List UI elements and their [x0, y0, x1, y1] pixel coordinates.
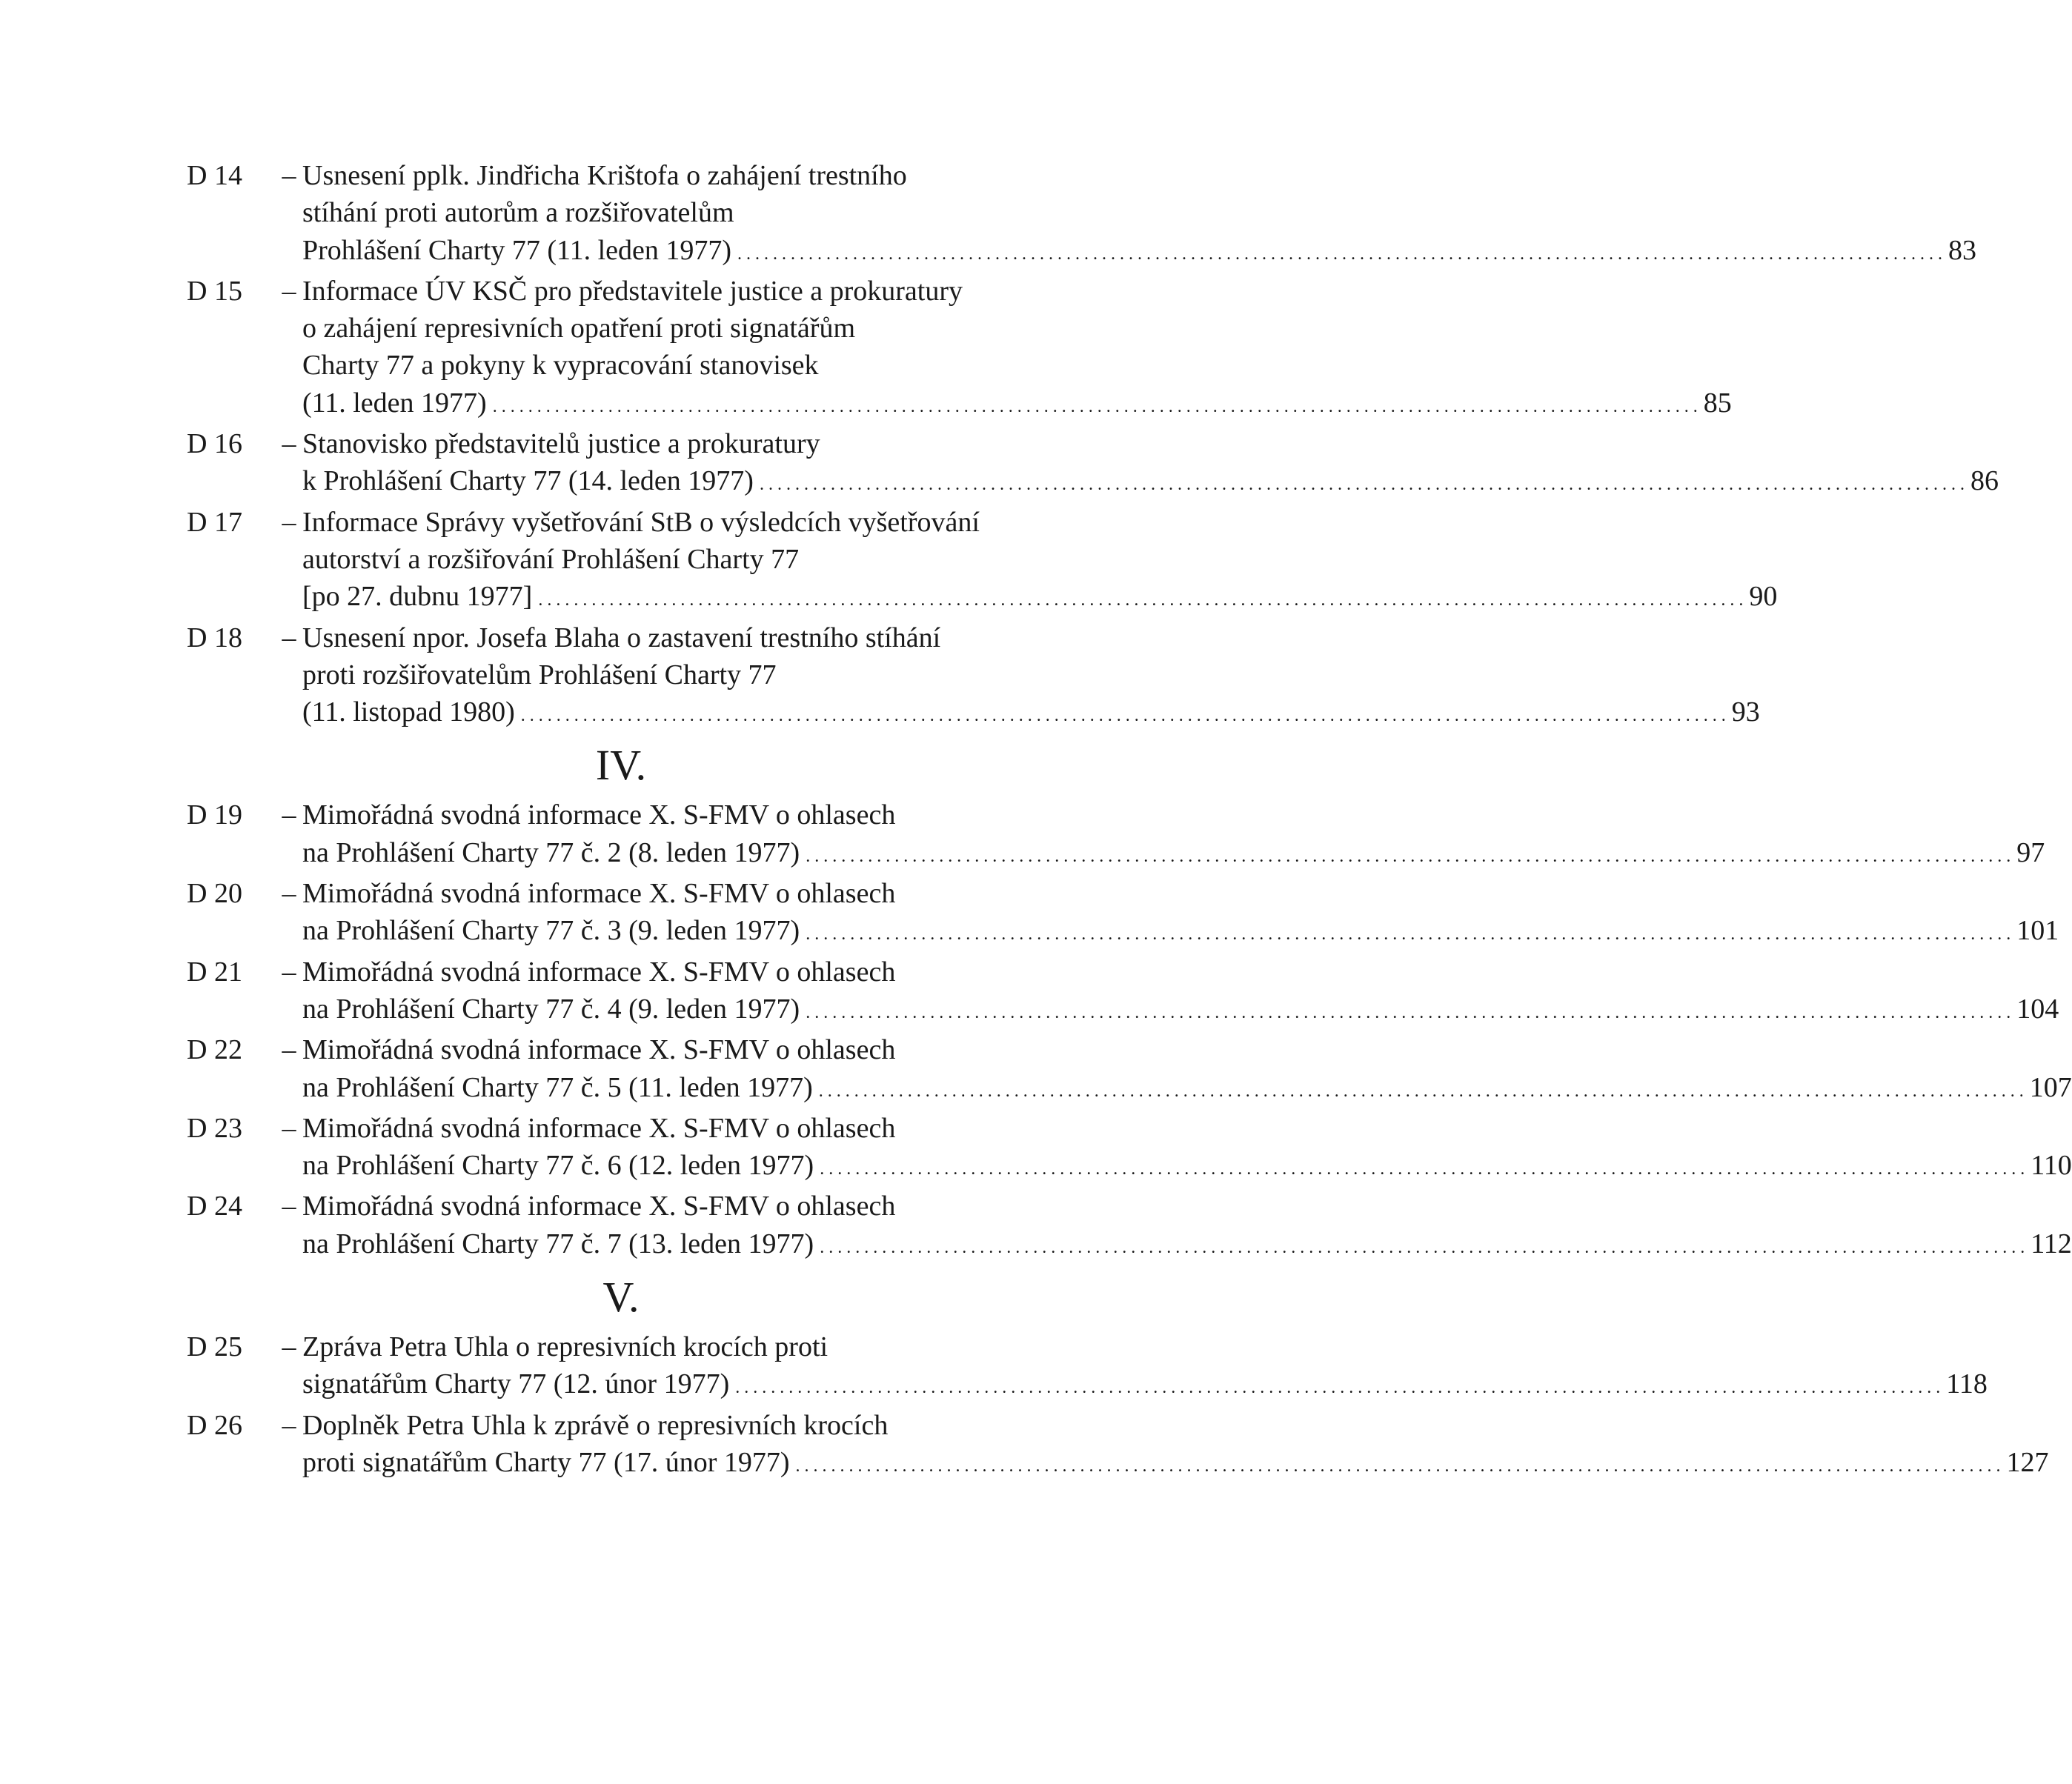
entry-title-line-text: k Prohlášení Charty 77 (14. leden 1977) [302, 465, 754, 497]
entry-title-line [302, 232, 1976, 273]
entry-title [302, 1110, 2072, 1188]
entry-title-line: Mimořádná svodná informace X. S-FMV o ohlasech [302, 1191, 896, 1222]
entry-title-line: Mimořádná svodná informace X. S-FMV o ohlasech [302, 878, 896, 910]
toc-entry [187, 875, 2059, 953]
entry-title-line [302, 462, 1999, 503]
entry-dash: – [282, 1191, 296, 1222]
entry-title-line: Mimořádná svodná informace X. S-FMV o ohlasech [302, 956, 896, 988]
entry-code: D 24 [187, 1191, 242, 1222]
entry-title [302, 157, 1976, 273]
entry-dash: – [282, 1409, 296, 1441]
dot-leader [820, 1147, 2025, 1188]
entry-dash: – [282, 275, 296, 307]
page-number: 97 [2016, 836, 2045, 868]
entry-code: D 14 [187, 160, 242, 191]
entry-title-line-text: na Prohlášení Charty 77 č. 7 (13. leden 1977) [302, 1228, 814, 1259]
page-number: 118 [1946, 1368, 1988, 1400]
entry-dash: – [282, 160, 296, 191]
entry-title-line: Zpráva Petra Uhla o represivních krocích proti [302, 1331, 829, 1363]
entry-code: D 21 [187, 956, 242, 988]
entry-title [302, 619, 1760, 735]
entry-title-line: Mimořádná svodná informace X. S-FMV o ohlasech [302, 1034, 896, 1066]
entry-title-line-text: na Prohlášení Charty 77 č. 4 (9. leden 1977) [302, 993, 800, 1025]
entry-title-line-text: (11. listopad 1980) [302, 696, 515, 728]
entry-title-line-text: [po 27. dubnu 1977] [302, 581, 533, 613]
toc-entry [187, 157, 1977, 273]
dot-leader [806, 912, 2010, 953]
toc-entry [187, 504, 1778, 619]
entry-dash: – [282, 1034, 296, 1066]
entry-dash: – [282, 799, 296, 831]
entry-title-line [302, 991, 2059, 1031]
entry-title [302, 1188, 2072, 1266]
entry-title [302, 953, 2059, 1032]
toc-entry [187, 1328, 1988, 1407]
entry-code: D 20 [187, 878, 242, 910]
toc-entry [187, 796, 2045, 875]
toc-entry [187, 1110, 2072, 1188]
entry-dash: – [282, 878, 296, 910]
entry-title-line: Informace Správy vyšetřování StB o výsledcích vyšetřování [302, 506, 980, 538]
page-number: 83 [1948, 234, 1977, 266]
entry-title-line: proti rozšiřovatelům Prohlášení Charty 77 [302, 659, 777, 690]
dot-leader [735, 1365, 1940, 1406]
page-number: 112 [2031, 1228, 2072, 1259]
entry-title-line-text: na Prohlášení Charty 77 č. 2 (8. leden 1977) [302, 836, 800, 868]
entry-code: D 19 [187, 799, 242, 831]
entry-code: D 15 [187, 275, 242, 307]
entry-dash: – [282, 956, 296, 988]
toc-entry [187, 1407, 2049, 1485]
page-number: 110 [2031, 1150, 2072, 1182]
dot-leader [820, 1225, 2025, 1266]
entry-title [302, 796, 2045, 875]
page-number: 93 [1731, 696, 1760, 728]
section-heading: V. [602, 1273, 640, 1322]
entry-title-line: Informace ÚV KSČ pro představitele justice a prokuratury [302, 275, 963, 307]
entry-dash: – [282, 506, 296, 538]
entry-code: D 22 [187, 1034, 242, 1066]
entry-title-line [302, 578, 1777, 619]
entry-title [302, 1031, 2072, 1110]
entry-title-line-text: Prohlášení Charty 77 (11. leden 1977) [302, 234, 732, 266]
page-number: 90 [1749, 581, 1778, 613]
entry-title-line-text: (11. leden 1977) [302, 387, 487, 419]
entry-title-line [302, 1147, 2072, 1188]
dot-leader [806, 991, 2010, 1031]
entry-title-line [302, 1365, 1988, 1406]
dot-leader [737, 232, 1942, 273]
toc-entry [187, 1188, 2072, 1266]
entry-title-line: Stanovisko představitelů justice a prokuratury [302, 428, 820, 460]
toc-entry [187, 1031, 2072, 1110]
entry-dash: – [282, 428, 296, 460]
entry-title-line [302, 912, 2059, 953]
entry-code: D 23 [187, 1112, 242, 1144]
entry-title [302, 273, 1732, 425]
entry-title-line [302, 693, 1760, 734]
page-number: 104 [2016, 993, 2059, 1025]
entry-title-line: stíhání proti autorům a rozšiřovatelům [302, 197, 734, 229]
entry-title-line: autorství a rozšiřování Prohlášení Charty 77 [302, 543, 800, 575]
entry-title-line-text: na Prohlášení Charty 77 č. 5 (11. leden 1977) [302, 1071, 813, 1103]
entry-title-line-text: proti signatářům Charty 77 (17. únor 1977) [302, 1446, 790, 1478]
dot-leader [493, 385, 1698, 425]
entry-title-line [302, 1225, 2072, 1266]
entry-code: D 17 [187, 506, 242, 538]
entry-dash: – [282, 1112, 296, 1144]
section-heading: IV. [595, 741, 647, 790]
dot-leader [538, 578, 1743, 619]
entry-code: D 26 [187, 1409, 242, 1441]
dot-leader [796, 1444, 2001, 1485]
entry-code: D 25 [187, 1331, 242, 1363]
entry-title [302, 1407, 2049, 1485]
entry-title-line [302, 385, 1732, 425]
entry-title-line: Usnesení npor. Josefa Blaha o zastavení trestního stíhání [302, 622, 941, 653]
toc-entry [187, 619, 1760, 735]
entry-title [302, 425, 1999, 504]
entry-title-line [302, 1444, 2049, 1485]
page-number: 86 [1970, 465, 1999, 497]
page-number: 127 [2006, 1446, 2049, 1478]
entry-title-line: Mimořádná svodná informace X. S-FMV o ohlasech [302, 799, 896, 831]
page-number: 107 [2029, 1071, 2072, 1103]
entry-title-line-text: na Prohlášení Charty 77 č. 6 (12. leden 1977) [302, 1150, 814, 1182]
entry-title-line-text: signatářům Charty 77 (12. únor 1977) [302, 1368, 730, 1400]
entry-code: D 16 [187, 428, 242, 460]
entry-title-line: o zahájení represivních opatření proti signatářům [302, 313, 856, 345]
dot-leader [521, 693, 1726, 734]
entry-title-line: Doplněk Petra Uhla k zprávě o represivních krocích [302, 1409, 889, 1441]
dot-leader [806, 834, 2010, 875]
toc-entry [187, 425, 1999, 504]
entry-title [302, 875, 2059, 953]
entry-title-line-text: na Prohlášení Charty 77 č. 3 (9. leden 1977) [302, 915, 800, 947]
toc-entry [187, 273, 1732, 425]
entry-title-line [302, 834, 2045, 875]
entry-title-line: Usnesení pplk. Jindřicha Krištofa o zahájení trestního [302, 160, 907, 191]
toc-entry [187, 953, 2059, 1032]
entry-dash: – [282, 622, 296, 653]
entry-title-line: Charty 77 a pokyny k vypracování stanovisek [302, 350, 819, 382]
entry-title [302, 1328, 1988, 1407]
table-of-contents [187, 157, 2072, 1485]
page-number: 101 [2016, 915, 2059, 947]
entry-code: D 18 [187, 622, 242, 653]
entry-title [302, 504, 1777, 619]
entry-title-line [302, 1069, 2072, 1110]
dot-leader [819, 1069, 2024, 1110]
dot-leader [760, 462, 1965, 503]
page-number: 85 [1703, 387, 1732, 419]
entry-title-line: Mimořádná svodná informace X. S-FMV o ohlasech [302, 1112, 896, 1144]
entry-dash: – [282, 1331, 296, 1363]
